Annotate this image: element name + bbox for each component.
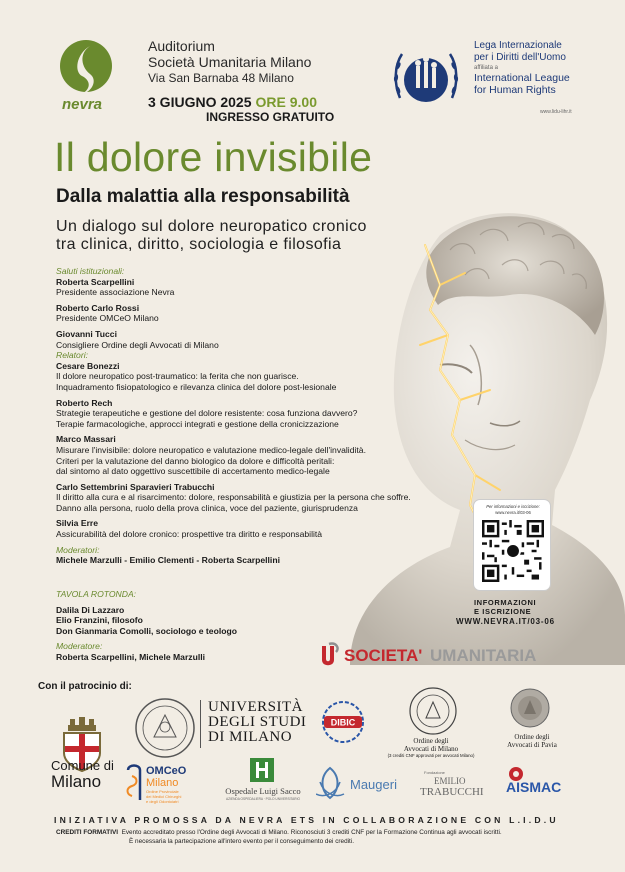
time-text: ORE 9.00 bbox=[255, 94, 317, 110]
maugeri-logo-icon bbox=[316, 764, 414, 804]
omceo-sub: Ordine Provinciale bbox=[146, 789, 179, 794]
unimi-line: DEGLI STUDI bbox=[208, 714, 307, 730]
talk-line: Assicurabilità del dolore cronico: prospettive tra diritto e responsabilità bbox=[56, 529, 323, 540]
nevra-wordmark: nevra bbox=[62, 96, 103, 113]
dibic-text: DIBIC bbox=[330, 717, 356, 728]
panelist: Don Gianmaria Comolli, sociologo e teologo bbox=[56, 625, 237, 636]
ordine-milano-text bbox=[366, 738, 496, 758]
speaker-name: Roberto Rech bbox=[56, 397, 113, 408]
lidu-emblem-icon bbox=[386, 36, 466, 116]
omceo-sub: dei Medici Chirurghi bbox=[146, 794, 182, 799]
talk-line: Terapie farmacologiche, approcci integrati e gestione della cronicizzazione bbox=[56, 418, 339, 429]
moderators: Michele Marzulli - Emilio Clementi - Roberta Scarpellini bbox=[56, 555, 280, 566]
section-label: TAVOLA ROTONDA: bbox=[56, 589, 137, 599]
speaker-name: Cesare Bonezzi bbox=[56, 360, 120, 371]
panelist: Dalila Di Lazzaro bbox=[56, 604, 125, 615]
qr-caption-url: www.nevra.it/03-06 bbox=[495, 510, 531, 515]
ordine-milano-seal-icon bbox=[408, 686, 458, 736]
event-date bbox=[148, 94, 317, 110]
event-subtitle: Dalla malattia alla responsabilità bbox=[56, 186, 350, 207]
talk-line: Il dolore neuropatico post-traumatico: la ferita che non guarisce. bbox=[56, 371, 299, 382]
omceo-text: OMCeO bbox=[146, 765, 187, 777]
section-label: Relatori: bbox=[56, 350, 88, 361]
moderators: Roberta Scarpellini, Michele Marzulli bbox=[56, 651, 205, 662]
lidu-line: Lega Internazionale bbox=[474, 40, 562, 51]
omceo-sub: e degli Odontoiatri bbox=[146, 799, 179, 804]
ordine-note: (3 crediti CNF approvati per avvocati Milano) bbox=[387, 753, 475, 758]
trabucchi-text: TRABUCCHI bbox=[420, 786, 484, 798]
speaker-name: Carlo Settembrini Sparavieri Trabucchi bbox=[56, 481, 215, 492]
footer-credits bbox=[56, 828, 596, 838]
program-list bbox=[56, 266, 456, 566]
talk-line: Criteri per la valutazione del danno biologico da dolore e difficoltà peritali: bbox=[56, 455, 335, 466]
venue-block bbox=[148, 38, 311, 86]
sacco-text: Ospedale Luigi Sacco bbox=[225, 786, 301, 796]
ordine-pavia-text bbox=[497, 734, 567, 749]
speaker-name: Silvia Erre bbox=[56, 518, 99, 529]
info-url-link[interactable]: WWW.NEVRA.IT/03-06 bbox=[456, 617, 555, 626]
ordine-pavia-seal-icon bbox=[510, 688, 550, 728]
footer-promo: INIZIATIVA PROMOSSA DA NEVRA ETS IN COLLABORAZIONE CON L.I.D.U bbox=[54, 815, 559, 825]
talk-line: Il diritto alla cura e al risarcimento: dolore, responsabilità e giustizia per la persona che soffre. bbox=[56, 492, 411, 503]
comune-line: Milano bbox=[51, 772, 102, 791]
unimi-line: UNIVERSITÀ bbox=[208, 699, 303, 715]
lidu-text-block bbox=[474, 40, 570, 96]
sacco-sub: AZIENDA OSPEDALIERA · POLO UNIVERSITARIO bbox=[226, 797, 300, 801]
trabucchi-text: EMILIO bbox=[434, 776, 466, 786]
info-line: INFORMAZIONI bbox=[474, 598, 537, 607]
comune-line: Comune di bbox=[51, 758, 114, 773]
logo-text-umanitaria: UMANITARIA bbox=[430, 646, 537, 665]
speaker-role: Consigliere Ordine degli Avvocati di Milano bbox=[56, 339, 219, 350]
venue-address: Via San Barnaba 48 Milano bbox=[148, 71, 294, 85]
ordine-line: Avvocati di Milano bbox=[403, 744, 459, 753]
event-title: Il dolore invisibile bbox=[54, 134, 373, 180]
talk-line: dal sintomo al dato oggettivo suscettibile di accertamento medico-legale bbox=[56, 466, 330, 477]
lidu-line: for Human Rights bbox=[474, 84, 556, 96]
section-label: Moderatori: bbox=[56, 544, 100, 555]
ordine-line: Ordine degli bbox=[413, 737, 449, 745]
comune-milano-text bbox=[51, 759, 114, 791]
omceo-logo-icon bbox=[124, 760, 214, 810]
event-tagline bbox=[56, 218, 367, 254]
logo-text-societa: SOCIETA' bbox=[344, 646, 423, 665]
credits-label: CREDITI FORMATIVI bbox=[56, 829, 119, 836]
trabucchi-logo-icon bbox=[416, 764, 496, 804]
sacco-hospital-logo-icon bbox=[218, 756, 308, 806]
info-line: E ISCRIZIONE bbox=[474, 607, 532, 616]
ordine-line: Avvocati di Pavia bbox=[507, 740, 557, 749]
speaker-role: Presidente associazione Nevra bbox=[56, 287, 175, 298]
info-heading bbox=[474, 598, 594, 616]
qr-caption: Per informazioni e iscrizione: bbox=[486, 504, 540, 509]
societa-umanitaria-logo bbox=[318, 640, 558, 670]
credits-text: Evento accreditato presso l'Ordine degli Avvocati di Milano. Riconosciuti 3 crediti CNF per la Formazione Continua agli avvocati iscritti. bbox=[121, 829, 502, 836]
unimi-line: DI MILANO bbox=[208, 729, 293, 745]
aismac-logo-icon bbox=[502, 762, 572, 802]
lidu-affiliate: affiliata a bbox=[474, 65, 498, 71]
unimi-text bbox=[208, 700, 306, 745]
section-label: Moderatore: bbox=[56, 641, 103, 652]
free-entry: INGRESSO GRATUITO bbox=[206, 110, 335, 124]
dibic-logo-icon bbox=[318, 700, 368, 744]
section-label: Saluti istituzionali: bbox=[56, 266, 125, 276]
ordine-line: Ordine degli bbox=[514, 733, 550, 741]
qr-card[interactable] bbox=[473, 499, 551, 591]
speaker-name: Marco Massari bbox=[56, 434, 116, 445]
tagline-line: tra clinica, diritto, sociologia e filosofia bbox=[56, 236, 342, 253]
omceo-city: Milano bbox=[146, 777, 179, 789]
round-table bbox=[56, 589, 356, 663]
speaker-name: Giovanni Tucci bbox=[56, 328, 117, 339]
trabucchi-sub: Fondazione bbox=[424, 770, 445, 775]
maugeri-text: Maugeri bbox=[350, 777, 397, 792]
divider bbox=[200, 700, 201, 748]
unimi-seal-icon bbox=[134, 697, 196, 759]
talk-line: Strategie terapeutiche e gestione del dolore resistente: cosa funziona davvero? bbox=[56, 408, 358, 419]
panelist: Elio Franzini, filosofo bbox=[56, 615, 143, 626]
lidu-line: International League bbox=[474, 72, 570, 84]
venue-line: Auditorium bbox=[148, 38, 215, 54]
qr-code-icon[interactable] bbox=[482, 520, 544, 582]
speaker-role: Presidente OMCeO Milano bbox=[56, 313, 159, 324]
speaker-name: Roberta Scarpellini bbox=[56, 276, 135, 287]
speaker-name: Roberto Carlo Rossi bbox=[56, 302, 140, 313]
lidu-line: per i Diritti dell'Uomo bbox=[474, 52, 566, 63]
footer-credits-note: È necessaria la partecipazione all'intero evento per il conseguimento dei crediti. bbox=[129, 838, 355, 845]
aismac-text: AISMAC bbox=[506, 779, 562, 795]
talk-line: Misurare l'invisibile: dolore neuropatico e valutazione medico-legale dell'invalidità. bbox=[56, 444, 366, 455]
talk-line: Inquadramento fisiopatologico e rilevanza clinica del dolore post-lesionale bbox=[56, 381, 337, 392]
lidu-url: www.lidu-lihr.it bbox=[540, 109, 572, 115]
date-text: 3 GIUGNO 2025 bbox=[148, 94, 252, 110]
patronage-label: Con il patrocinio di: bbox=[38, 681, 132, 692]
talk-line: Danno alla persona, ruolo della prova clinica, voce del paziente, giurisprudenza bbox=[56, 502, 358, 513]
tagline-line: Un dialogo sul dolore neuropatico cronico bbox=[56, 218, 367, 235]
venue-line: Società Umanitaria Milano bbox=[148, 54, 312, 70]
